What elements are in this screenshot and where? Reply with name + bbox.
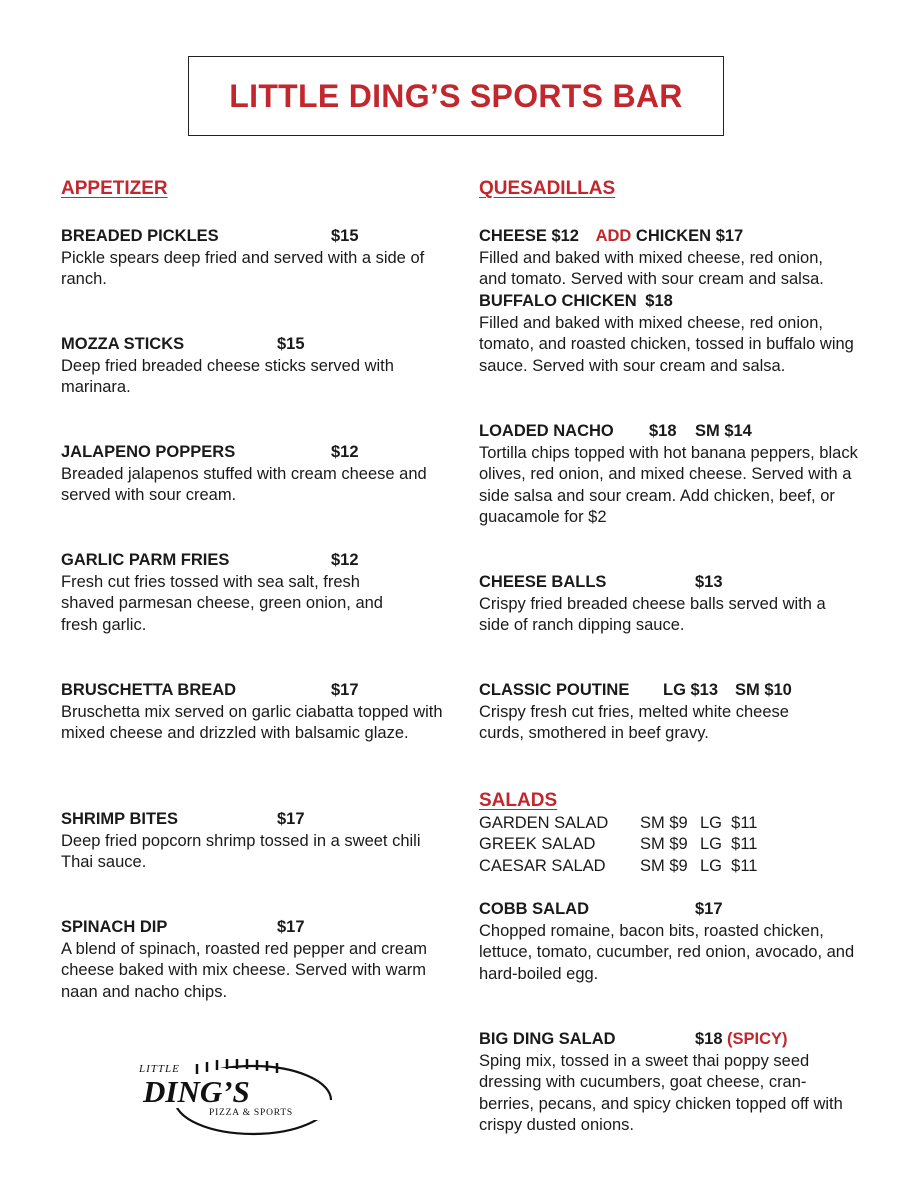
item-price: $13 — [695, 573, 723, 591]
salad-name: GARDEN SALAD — [479, 814, 609, 832]
salad-row-greek — [479, 834, 758, 856]
item-description: Chopped romaine, bacon bits, roasted chicken, lettuce, tomato, cucumber, red onion, avocado, and hard-boiled egg. — [479, 921, 855, 983]
menu-item-breaded-pickles — [61, 226, 441, 291]
item-price: $18 — [649, 422, 677, 440]
salad-name: CAESAR SALAD — [479, 857, 606, 875]
item-price: $17 — [277, 810, 305, 828]
salads-heading: SALADS — [479, 790, 558, 811]
item-price: $15 — [331, 227, 359, 245]
item-description: Fresh cut fries tossed with sea salt, fresh shaved parmesan cheese, green onion, and fresh garlic. — [61, 572, 383, 634]
menu-item-shrimp-bites — [61, 809, 436, 874]
item-description: Filled and baked with mixed cheese, red onion, tomato, and roasted chicken, tossed in buffalo wing sauce. Served with sour cream and salsa. — [479, 313, 854, 375]
item-description: Pickle spears deep fried and served with a side of ranch. — [61, 248, 425, 288]
salad-price-small: SM $9 — [640, 814, 688, 832]
menu-item-buffalo-chicken-quesadilla — [479, 291, 854, 377]
item-name: BRUSCHETTA BREAD — [61, 681, 237, 699]
item-price: $17 — [695, 900, 723, 918]
item-name: LOADED NACHO — [479, 422, 614, 440]
salad-price-small: SM $9 — [640, 835, 688, 853]
addon-name: CHICKEN — [635, 227, 712, 245]
item-description: Bruschetta mix served on garlic ciabatta topped with mixed cheese and drizzled with balsamic glaze. — [61, 702, 443, 742]
logo-little-text: LITTLE — [139, 1063, 180, 1075]
little-dings-logo — [135, 1050, 335, 1140]
item-name: SHRIMP BITES — [61, 810, 179, 828]
item-price: $12 — [331, 443, 359, 461]
salad-row-caesar — [479, 856, 758, 878]
item-name: SPINACH DIP — [61, 918, 168, 936]
menu-item-classic-poutine — [479, 680, 829, 745]
item-name: BUFFALO CHICKEN — [479, 292, 637, 310]
menu-item-cheese-balls — [479, 572, 859, 637]
item-price: $18 — [695, 1030, 723, 1048]
add-label: ADD — [595, 227, 632, 245]
item-description: Tortilla chips topped with hot banana peppers, black olives, red onion, and mixed cheese. Served with a side salsa and sour cream. Add chicken, beef, or guacamole for $2 — [479, 443, 858, 526]
item-description: Deep fried popcorn shrimp tossed in a sweet chili Thai sauce. — [61, 831, 421, 871]
logo-sub-text: PIZZA & SPORTS — [209, 1108, 294, 1118]
salad-price-small: SM $9 — [640, 857, 688, 875]
item-price: $12 — [551, 227, 579, 245]
salad-row-garden — [479, 813, 758, 835]
item-description: Filled and baked with mixed cheese, red onion, and tomato. Served with sour cream and salsa. — [479, 248, 824, 288]
spicy-label: (SPICY) — [727, 1030, 788, 1048]
item-name: CHEESE — [479, 227, 547, 245]
item-name: COBB SALAD — [479, 900, 589, 918]
item-description: A blend of spinach, roasted red pepper and cream cheese baked with mix cheese. Served with warm naan and nacho chips. — [61, 939, 427, 1001]
item-name: BREADED PICKLES — [61, 227, 219, 245]
item-price: $17 — [331, 681, 359, 699]
title-box — [188, 56, 724, 136]
item-name: CLASSIC POUTINE — [479, 681, 630, 699]
menu-item-big-ding-salad — [479, 1029, 844, 1137]
item-price-small: SM $14 — [695, 422, 752, 440]
item-description: Deep fried breaded cheese sticks served with marinara. — [61, 356, 394, 396]
menu-item-jalapeno-poppers — [61, 442, 436, 507]
item-name: CHEESE BALLS — [479, 573, 607, 591]
item-description: Sping mix, tossed in a sweet thai poppy seed dressing with cucumbers, goat cheese, cran-berries, pecans, and spicy chicken topped off with crispy dusted onions. — [479, 1051, 843, 1134]
menu-item-spinach-dip — [61, 917, 436, 1003]
salad-name: GREEK SALAD — [479, 835, 596, 853]
item-price: $17 — [277, 918, 305, 936]
menu-item-cheese-quesadilla — [479, 226, 854, 291]
item-description: Breaded jalapenos stuffed with cream cheese and served with sour cream. — [61, 464, 427, 504]
salad-price-large: LG $11 — [700, 835, 758, 853]
addon-price: $17 — [715, 227, 744, 245]
menu-item-mozza-sticks — [61, 334, 436, 399]
menu-item-cobb-salad — [479, 899, 859, 985]
item-name: MOZZA STICKS — [61, 335, 185, 353]
item-name: GARLIC PARM FRIES — [61, 551, 230, 569]
item-name: JALAPENO POPPERS — [61, 443, 236, 461]
item-name: BIG DING SALAD — [479, 1030, 616, 1048]
menu-item-garlic-parm-fries — [61, 550, 411, 636]
menu-item-bruschetta-bread — [61, 680, 446, 745]
salad-price-large: LG $11 — [700, 814, 758, 832]
item-price: $15 — [277, 335, 305, 353]
quesadillas-heading: QUESADILLAS — [479, 178, 616, 199]
appetizer-heading: APPETIZER — [61, 178, 168, 199]
salad-price-large: LG $11 — [700, 857, 758, 875]
menu-item-loaded-nacho — [479, 421, 859, 529]
logo-dings-text: DING’S — [143, 1074, 250, 1109]
item-price-small: SM $10 — [735, 681, 792, 699]
item-price: $18 — [645, 292, 673, 310]
item-description: Crispy fried breaded cheese balls served with a side of ranch dipping sauce. — [479, 594, 826, 634]
item-price: $12 — [331, 551, 359, 569]
item-description: Crispy fresh cut fries, melted white cheese curds, smothered in beef gravy. — [479, 702, 789, 742]
item-price-large: LG $13 — [663, 681, 719, 699]
page-title: LITTLE DING’S SPORTS BAR — [229, 77, 683, 114]
